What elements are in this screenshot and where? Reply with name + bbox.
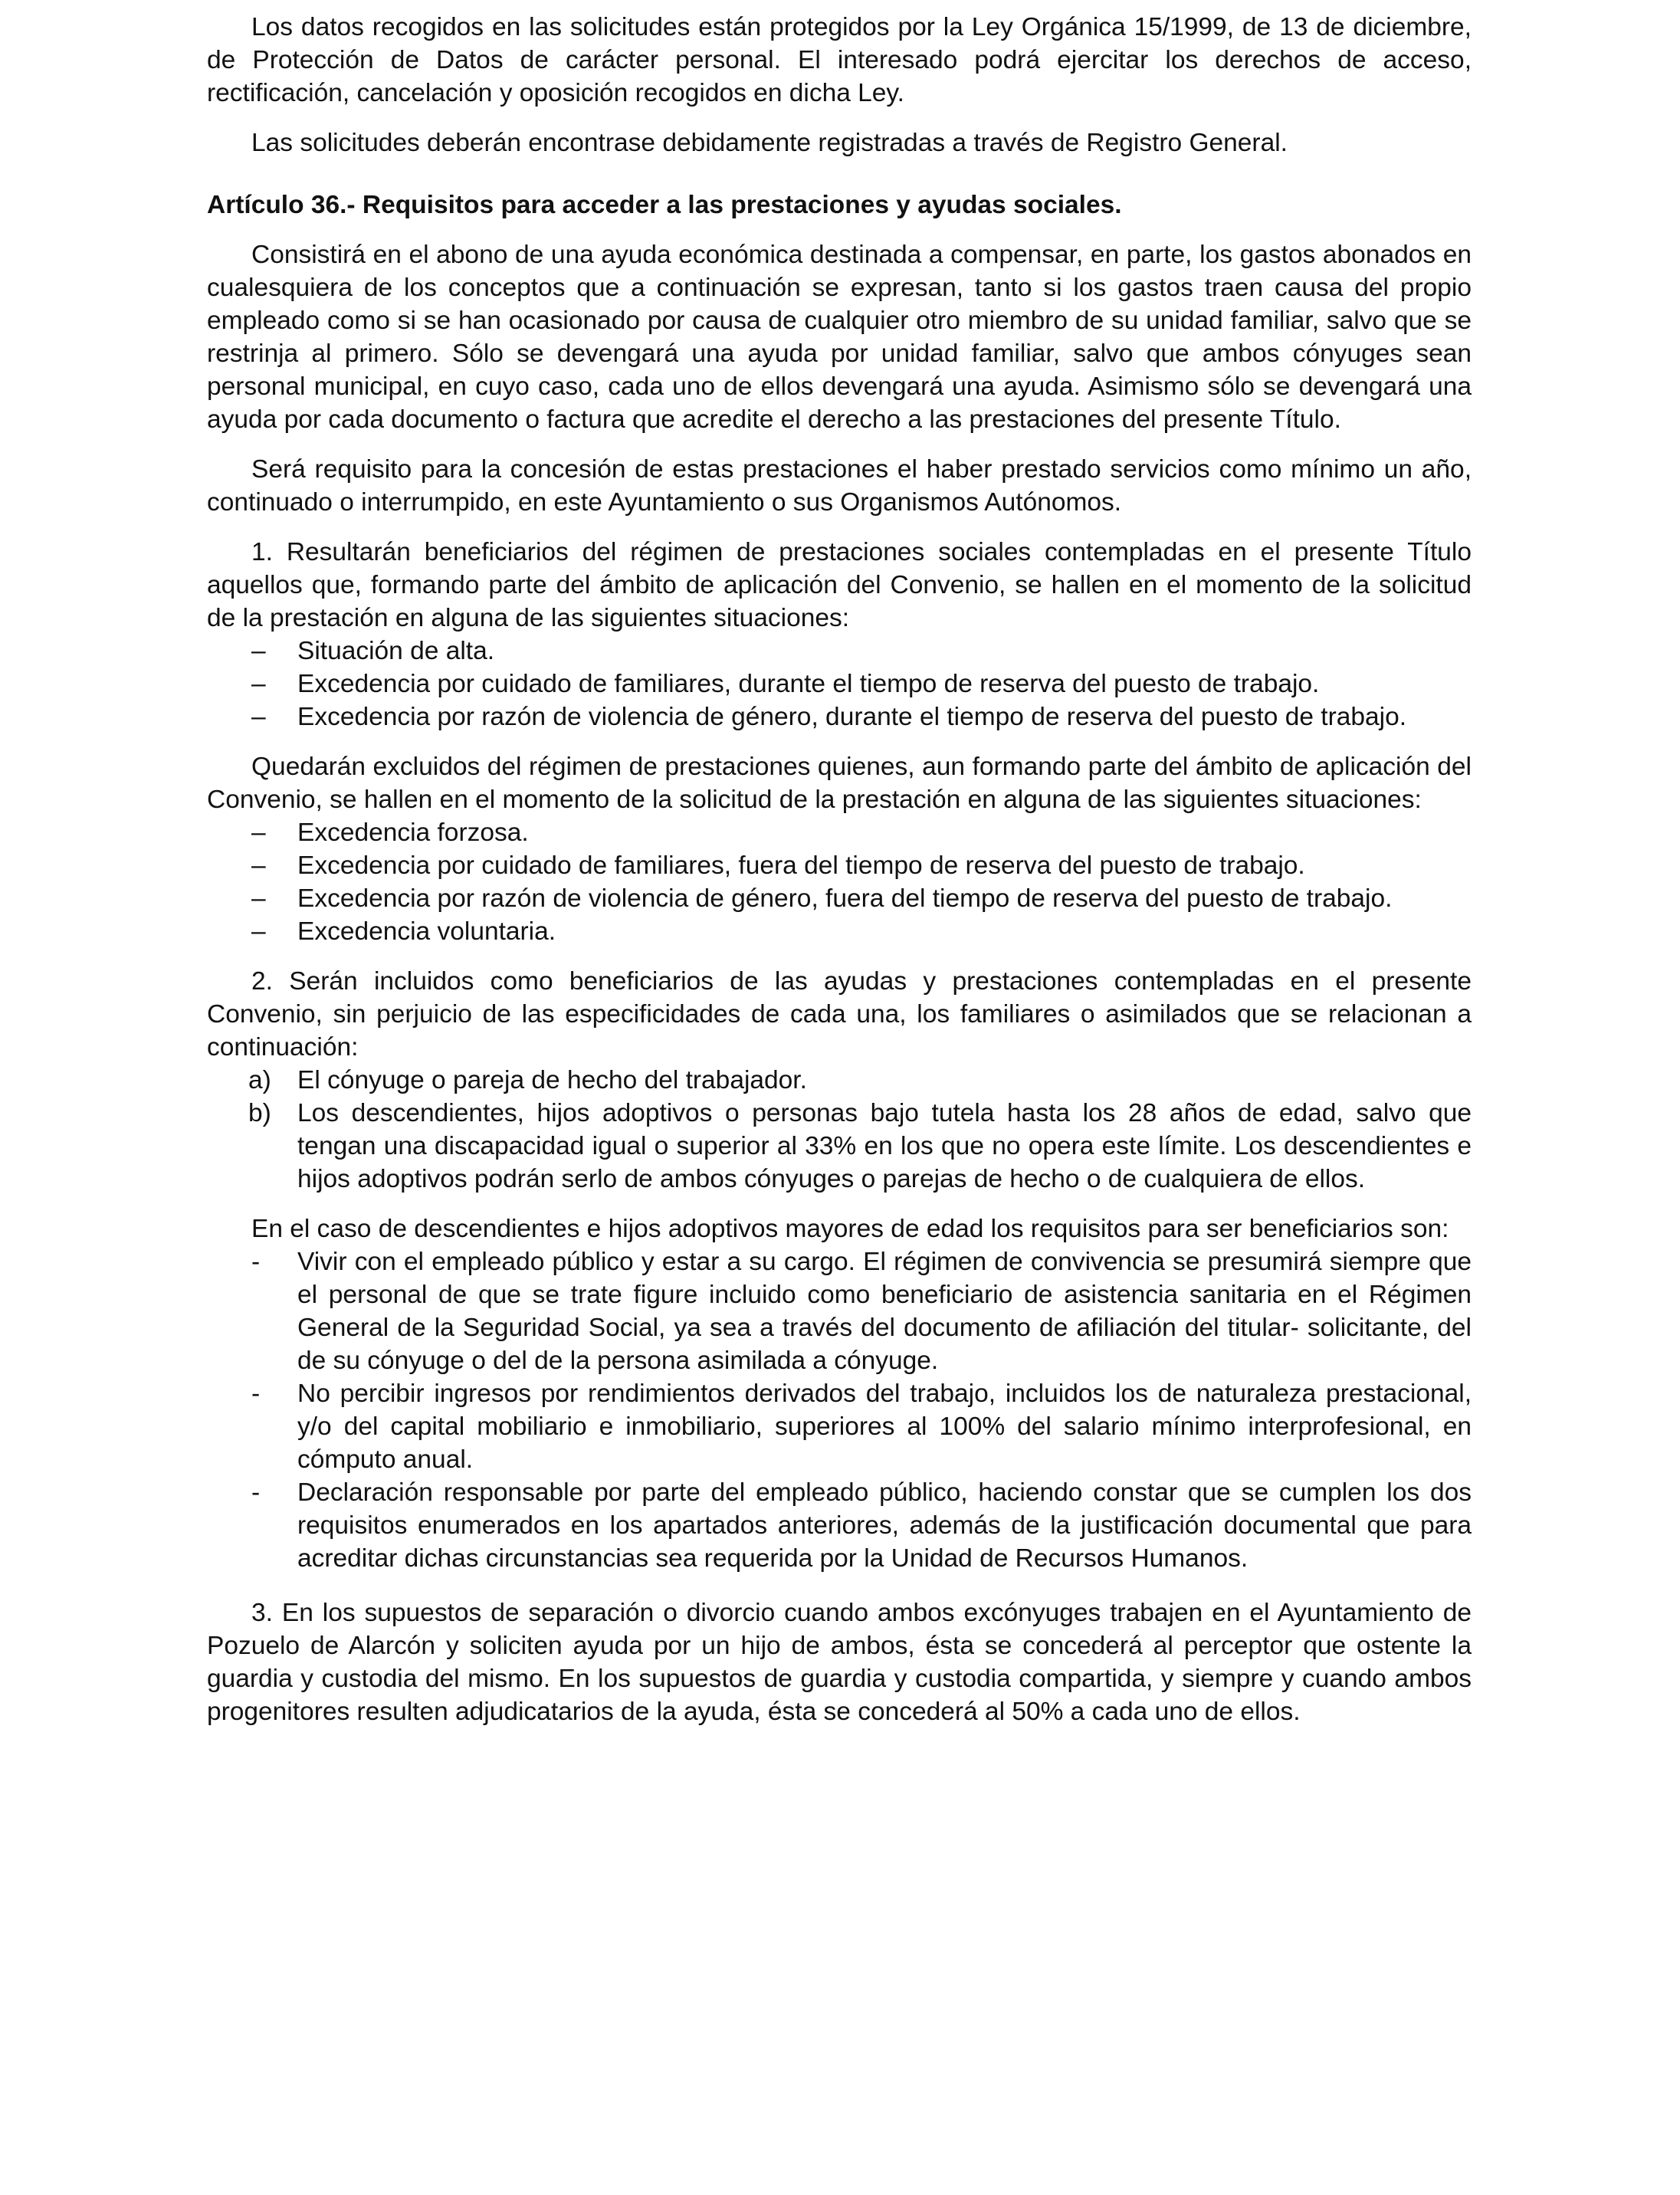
hyphen-marker: - <box>251 1478 261 1507</box>
dash-marker: – <box>251 917 266 946</box>
paragraph-punto-3: 3. En los supuestos de separación o divorcio cuando ambos excónyuges trabajen en el Ayuntamiento de Pozuelo de Alarcón y soliciten ayuda por un hijo de ambos, ésta se concederá al perceptor que ostente la guardia y custodia del mismo. En los supuestos de guardia y custodia compartida, y siempre y cuando ambos progenitores resulten adjudicatarios de la ayuda, ésta se concederá al 50% a cada uno de ellos. <box>207 1599 1472 1726</box>
list-item-text: Situación de alta. <box>297 637 495 665</box>
paragraph-excluidos: Quedarán excluidos del régimen de prestaciones quienes, aun formando parte del ámbito de aplicación del Convenio, se hallen en el momento de la solicitud de la prestación en alguna de las siguientes situaciones: <box>207 753 1472 814</box>
list-item <box>207 816 1472 849</box>
list-item-text: Los descendientes, hijos adoptivos o personas bajo tutela hasta los 28 años de edad, salvo que tengan una discapacidad igual o superior al 33% en los que no opera este límite. Los descendientes e hijos adoptivos podrán serlo de ambos cónyuges o parejas de hecho o de cualquiera de ellos. <box>297 1099 1472 1193</box>
list-item <box>207 700 1472 733</box>
list-item <box>207 1476 1472 1575</box>
list-item <box>207 1064 1472 1097</box>
paragraph-proteccion-datos: Los datos recogidos en las solicitudes están protegidos por la Ley Orgánica 15/1999, de 13 de diciembre, de Protección de Datos de carácter personal. El interesado podrá ejercitar los derechos de acceso, rectificación, cancelación y oposición recogidos en dicha Ley. <box>207 13 1472 107</box>
paragraph-punto-1: 1. Resultarán beneficiarios del régimen de prestaciones sociales contempladas en el presente Título aquellos que, formando parte del ámbito de aplicación del Convenio, se hallen en el momento de la solicitud de la prestación en alguna de las siguientes situaciones: <box>207 538 1472 632</box>
list-item-text: Excedencia por cuidado de familiares, durante el tiempo de reserva del puesto de trabajo. <box>297 670 1320 698</box>
list-situaciones-excluidas <box>207 816 1472 948</box>
list-item-text: Excedencia por cuidado de familiares, fuera del tiempo de reserva del puesto de trabajo. <box>297 851 1305 880</box>
list-familiares <box>207 1064 1472 1196</box>
list-item-text: Declaración responsable por parte del empleado público, haciendo constar que se cumplen los dos requisitos enumerados en los apartados anteriores, además de la justificación documental que para acreditar dichas circunstancias sea requerida por la Unidad de Recursos Humanos. <box>297 1478 1472 1573</box>
list-situaciones-incluidas <box>207 635 1472 733</box>
list-item <box>207 1245 1472 1377</box>
dash-marker: – <box>251 637 266 665</box>
list-item-text: El cónyuge o pareja de hecho del trabajador. <box>297 1066 807 1094</box>
paragraph-requisito-antiguedad: Será requisito para la concesión de estas prestaciones el haber prestado servicios como mínimo un año, continuado o interrumpido, en este Ayuntamiento o sus Organismos Autónomos. <box>207 455 1472 517</box>
document-page <box>207 11 1472 1728</box>
list-item <box>207 635 1472 668</box>
letter-marker: a) <box>248 1066 271 1094</box>
dash-marker: – <box>251 851 266 880</box>
list-requisitos-mayores <box>207 1245 1472 1575</box>
list-item-text: No percibir ingresos por rendimientos derivados del trabajo, incluidos los de naturaleza prestacional, y/o del capital mobiliario e inmobiliario, superiores al 100% del salario mínimo interprofesional, en cómputo anual. <box>297 1380 1472 1474</box>
dash-marker: – <box>251 884 266 913</box>
hyphen-marker: - <box>251 1380 261 1408</box>
list-item-text: Vivir con el empleado público y estar a su cargo. El régimen de convivencia se presumirá siempre que el personal de que se trate figure incluido como beneficiario de asistencia sanitaria en el Régimen General de la Seguridad Social, ya sea a través del documento de afiliación del titular- solicitante, del de su cónyuge o del de la persona asimilada a cónyuge. <box>297 1248 1472 1375</box>
list-item <box>207 882 1472 915</box>
list-item-text: Excedencia forzosa. <box>297 819 529 847</box>
paragraph-registro-general: Las solicitudes deberán encontrase debidamente registradas a través de Registro General. <box>251 129 1288 157</box>
list-item <box>207 1377 1472 1476</box>
letter-marker: b) <box>248 1099 271 1127</box>
list-item <box>207 668 1472 700</box>
paragraph-mayores-edad: En el caso de descendientes e hijos adoptivos mayores de edad los requisitos para ser beneficiarios son: <box>251 1215 1449 1243</box>
dash-marker: – <box>251 819 266 847</box>
dash-marker: – <box>251 670 266 698</box>
paragraph-consistira: Consistirá en el abono de una ayuda económica destinada a compensar, en parte, los gastos abonados en cualesquiera de los conceptos que a continuación se expresan, tanto si los gastos traen causa del propio empleado como si se han ocasionado por causa de cualquier otro miembro de su unidad familiar, salvo que se restrinja al primero. Sólo se devengará una ayuda por unidad familiar, salvo que ambos cónyuges sean personal municipal, en cuyo caso, cada uno de ellos devengará una ayuda. Asimismo sólo se devengará una ayuda por cada documento o factura que acredite el derecho a las prestaciones del presente Título. <box>207 241 1472 434</box>
list-item <box>207 915 1472 948</box>
list-item-text: Excedencia por razón de violencia de género, durante el tiempo de reserva del puesto de trabajo. <box>297 703 1407 731</box>
hyphen-marker: - <box>251 1248 261 1276</box>
list-item-text: Excedencia por razón de violencia de género, fuera del tiempo de reserva del puesto de trabajo. <box>297 884 1393 913</box>
list-item <box>207 849 1472 882</box>
article-36-heading: Artículo 36.- Requisitos para acceder a las prestaciones y ayudas sociales. <box>207 191 1122 219</box>
dash-marker: – <box>251 703 266 731</box>
paragraph-punto-2: 2. Serán incluidos como beneficiarios de las ayudas y prestaciones contempladas en el presente Convenio, sin perjuicio de las especificidades de cada una, los familiares o asimilados que se relacionan a continuación: <box>207 967 1472 1061</box>
list-item-text: Excedencia voluntaria. <box>297 917 556 946</box>
list-item <box>207 1097 1472 1196</box>
